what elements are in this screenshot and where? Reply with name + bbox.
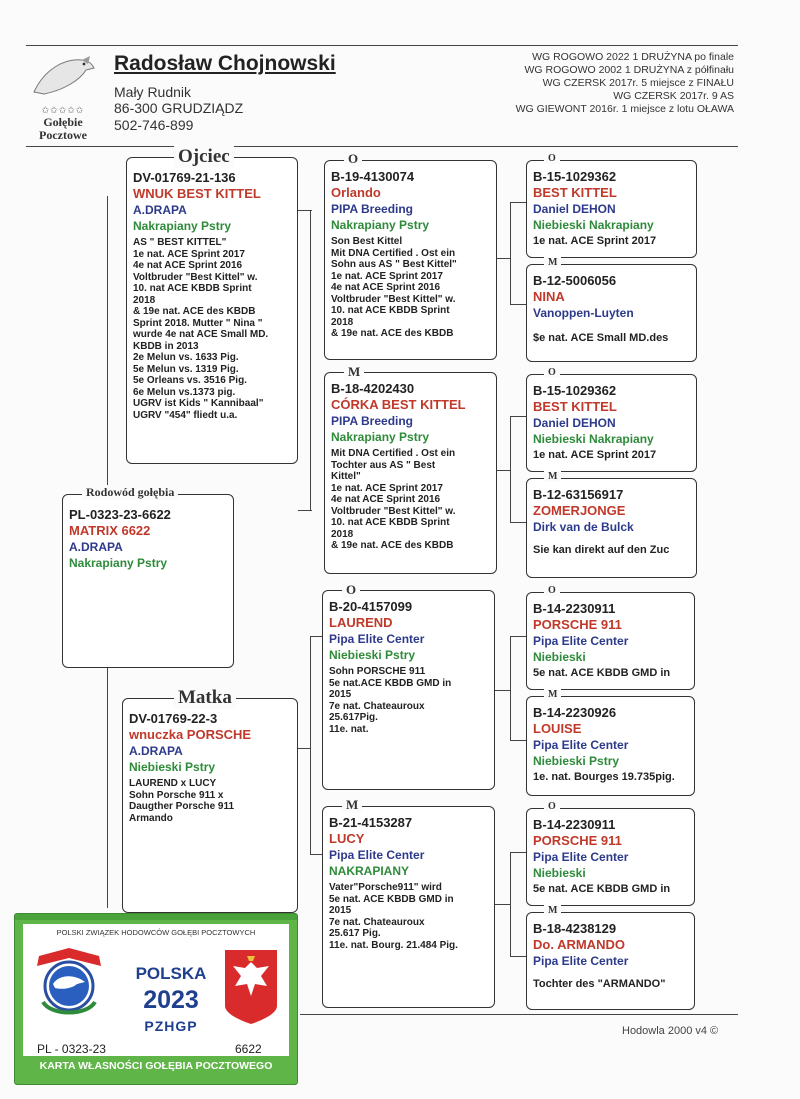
- fmm-name: ZOMERJONGE: [533, 503, 626, 518]
- polish-eagle-icon: [221, 946, 281, 1026]
- mff-name: PORSCHE 911: [533, 617, 622, 632]
- fm-notes: Mit DNA Certified . Ost ein Tochter aus AS " Best Kittel" 1e nat. ACE Sprint 2017 4e nat ACE Sprint 2016 Voltbruder "Best Kittel" w. 10. nat ACE KBDB Sprint 2018 & 19e nat. ACE des KBDB: [331, 448, 456, 551]
- ff-role-label: O: [344, 151, 362, 167]
- fmf-breeder: Daniel DEHON: [533, 416, 616, 430]
- logo-stars: ✩✩✩✩✩: [41, 105, 85, 115]
- card-ring-prefix: PL - 0323-23: [37, 1042, 106, 1056]
- mmm-role-label: M: [544, 905, 561, 916]
- mf-color: Niebieski Pstry: [329, 648, 416, 662]
- connector: [107, 196, 108, 496]
- ff-color: Nakrapiany Pstry: [331, 218, 430, 232]
- ffm-ring: B-12-5006056: [533, 273, 617, 288]
- ffm-notes: $e nat. ACE Small MD.des: [533, 332, 669, 344]
- owner-city: 86-300 GRUDZIĄDZ: [114, 100, 244, 116]
- mf-notes: Sohn PORSCHE 911 5e nat.ACE KBDB GMD in 2015 7e nat. Chateauroux 25.617Pig. 11e. nat.: [329, 666, 452, 735]
- fff-ring: B-15-1029362: [533, 169, 617, 184]
- mmf-notes: 5e nat. ACE KBDB GMD in: [533, 883, 671, 895]
- mff-color: Niebieski: [533, 650, 586, 664]
- fmf-name: BEST KITTEL: [533, 399, 617, 414]
- fmf-role-label: O: [544, 367, 560, 378]
- mff-role-label: O: [544, 585, 560, 596]
- ff-name: Orlando: [331, 185, 381, 200]
- mmf-color: Niebieski: [533, 866, 586, 880]
- ff-breeder: PIPA Breeding: [331, 202, 414, 216]
- father-ring: DV-01769-21-136: [133, 170, 236, 185]
- mmm-breeder: Pipa Elite Center: [533, 954, 629, 968]
- mff-ring: B-14-2230911: [533, 601, 616, 616]
- fm-box: [324, 372, 497, 574]
- logo: [24, 50, 102, 142]
- mfm-breeder: Pipa Elite Center: [533, 738, 629, 752]
- header-bottom-rule: [26, 146, 738, 147]
- fmm-role-label: M: [544, 471, 561, 482]
- ownership-card: [14, 913, 298, 1085]
- card-year: 2023: [143, 986, 199, 1014]
- connector: [510, 304, 526, 305]
- mother-name: wnuczka PORSCHE: [129, 727, 252, 742]
- subject-box: [62, 494, 234, 668]
- result-line: WG CZERSK 2017r. 5 miejsce z FINAŁU: [542, 77, 734, 89]
- card-country: POLSKA: [135, 964, 207, 983]
- mother-breeder: A.DRAPA: [129, 744, 183, 758]
- fmf-box: [526, 374, 697, 472]
- card-abbr: PZHGP: [144, 1018, 198, 1034]
- connector: [298, 748, 310, 749]
- fm-color: Nakrapiany Pstry: [331, 430, 430, 444]
- mmm-ring: B-18-4238129: [533, 921, 617, 936]
- card-panel: [23, 924, 289, 1056]
- father-color: Nakrapiany Pstry: [133, 219, 232, 233]
- fmm-box: [526, 478, 697, 578]
- mother-ring: DV-01769-22-3: [129, 711, 218, 726]
- fff-notes: 1e nat. ACE Sprint 2017: [533, 235, 657, 247]
- card-footer: KARTA WŁASNOŚCI GOŁĘBIA POCZTOWEGO: [39, 1060, 273, 1072]
- mff-breeder: Pipa Elite Center: [533, 634, 629, 648]
- connector: [497, 258, 510, 259]
- mfm-role-label: M: [544, 689, 561, 700]
- mother-color: Niebieski Pstry: [129, 760, 216, 774]
- owner-phone: 502-746-899: [114, 117, 194, 133]
- connector: [298, 510, 312, 511]
- mf-box: [322, 590, 495, 790]
- connector: [310, 210, 311, 510]
- subject-role-label: Rodowód gołębia: [82, 485, 178, 500]
- fmm-ring: B-12-63156917: [533, 487, 624, 502]
- connector: [310, 636, 311, 854]
- emblem-text: PZHGP: [56, 979, 82, 986]
- mmf-ring: B-14-2230911: [533, 817, 616, 832]
- fmf-notes: 1e nat. ACE Sprint 2017: [533, 449, 657, 461]
- fm-breeder: PIPA Breeding: [331, 414, 414, 428]
- mf-ring: B-20-4157099: [329, 599, 413, 614]
- result-line: WG GIEWONT 2016r. 1 miejsce z lotu OŁAWA: [515, 103, 734, 115]
- result-line: WG ROGOWO 2002 1 DRUŻYNA z półfinału: [524, 64, 734, 76]
- father-name: WNUK BEST KITTEL: [133, 186, 261, 201]
- mm-color: NAKRAPIANY: [329, 864, 410, 878]
- connector: [510, 852, 526, 853]
- result-line: WG CZERSK 2017r. 9 AS: [613, 90, 734, 102]
- mf-breeder: Pipa Elite Center: [329, 632, 425, 646]
- connector: [495, 690, 510, 691]
- mm-notes: Vater"Porsche911" wird 5e nat. ACE KBDB GMD in 2015 7e nat. Chateauroux 25.617 Pig. 11e. nat. Bourg. 21.484 Pig.: [329, 882, 458, 951]
- subject-color: Nakrapiany Pstry: [69, 556, 168, 570]
- mother-box: [122, 698, 298, 913]
- subject-name: MATRIX 6622: [69, 523, 151, 538]
- connector: [510, 416, 511, 522]
- mfm-notes: 1e. nat. Bourges 19.735pig.: [533, 771, 675, 783]
- mfm-name: LOUISE: [533, 721, 582, 736]
- fm-name: CÓRKA BEST KITTEL: [331, 397, 466, 412]
- fm-ring: B-18-4202430: [331, 381, 415, 396]
- ffm-role-label: M: [544, 257, 561, 268]
- fmm-notes: Sie kan direkt auf den Zuc: [533, 544, 670, 556]
- mfm-box: [526, 696, 695, 796]
- ff-notes: Son Best Kittel Mit DNA Certified . Ost ein Sohn aus AS " Best Kittel" 1e nat. ACE Sprint 2017 4e nat ACE Sprint 2016 Voltbruder "Best Kittel" w. 10. nat ACE KBDB Sprint 2018 & 19e nat. ACE des KBDB: [331, 236, 457, 339]
- mmm-name: Do. ARMANDO: [533, 937, 625, 952]
- connector: [495, 904, 510, 905]
- mm-ring: B-21-4153287: [329, 815, 413, 830]
- connector: [510, 956, 526, 957]
- connector: [510, 636, 511, 740]
- fmf-ring: B-15-1029362: [533, 383, 617, 398]
- mmf-box: [526, 808, 695, 906]
- father-box: [126, 157, 298, 464]
- card-top-stripe: [15, 914, 297, 920]
- fff-breeder: Daniel DEHON: [533, 202, 616, 216]
- connector: [298, 210, 312, 211]
- card-ring-number: 6622: [235, 1042, 262, 1056]
- ff-box: [324, 160, 497, 360]
- connector: [510, 522, 526, 523]
- owner-place: Mały Rudnik: [114, 84, 192, 100]
- father-role-label: Ojciec: [174, 146, 234, 168]
- logo-line1: Gołębie: [43, 115, 83, 129]
- mmf-role-label: O: [544, 801, 560, 812]
- mf-role-label: O: [342, 582, 360, 598]
- ff-ring: B-19-4130074: [331, 169, 415, 184]
- fff-box: [526, 160, 697, 258]
- mff-box: [526, 592, 695, 690]
- mmm-notes: Tochter des "ARMANDO": [533, 978, 666, 990]
- logo-line2: Pocztowe: [39, 128, 87, 142]
- connector: [510, 416, 526, 417]
- mmf-name: PORSCHE 911: [533, 833, 622, 848]
- results-list: [434, 51, 734, 116]
- subject-ring: PL-0323-23-6622: [69, 507, 171, 522]
- fmf-color: Niebieski Nakrapiany: [533, 432, 654, 446]
- father-breeder: A.DRAPA: [133, 203, 187, 217]
- subject-breeder: A.DRAPA: [69, 540, 123, 554]
- mother-role-label: Matka: [174, 687, 236, 709]
- fm-role-label: M: [344, 364, 364, 380]
- mm-role-label: M: [342, 797, 362, 813]
- ffm-box: [526, 264, 697, 362]
- connector: [510, 636, 526, 637]
- fff-role-label: O: [544, 153, 560, 164]
- connector: [510, 202, 511, 304]
- fmm-breeder: Dirk van de Bulck: [533, 520, 634, 534]
- connector: [510, 202, 526, 203]
- owner-name: Radosław Chojnowski: [114, 52, 336, 75]
- mm-name: LUCY: [329, 831, 365, 846]
- footer-rule: [300, 1014, 738, 1015]
- software-credit: Hodowla 2000 v4 ©: [622, 1025, 719, 1037]
- connector: [510, 852, 511, 956]
- result-line: WG ROGOWO 2022 1 DRUŻYNA po finale: [532, 51, 734, 63]
- mmf-breeder: Pipa Elite Center: [533, 850, 629, 864]
- ffm-name: NINA: [533, 289, 565, 304]
- mff-notes: 5e nat. ACE KBDB GMD in: [533, 667, 671, 679]
- fff-name: BEST KITTEL: [533, 185, 617, 200]
- connector: [510, 740, 526, 741]
- mfm-ring: B-14-2230926: [533, 705, 617, 720]
- connector: [107, 668, 108, 908]
- pigeon-logo-icon: [24, 50, 102, 100]
- header-top-rule: [26, 45, 738, 46]
- fff-color: Niebieski Nakrapiany: [533, 218, 654, 232]
- mf-name: LAUREND: [329, 615, 393, 630]
- connector: [497, 470, 510, 471]
- card-org: POLSKI ZWIĄZEK HODOWCÓW GOŁĘBI POCZTOWYCH: [56, 928, 256, 937]
- mother-notes: LAUREND x LUCY Sohn Porsche 911 x Daugther Porsche 911 Armando: [129, 778, 235, 824]
- mm-breeder: Pipa Elite Center: [329, 848, 425, 862]
- mmm-box: [526, 912, 695, 1010]
- mfm-color: Niebieski Pstry: [533, 754, 620, 768]
- father-notes: AS " BEST KITTEL" 1e nat. ACE Sprint 2017 4e nat ACE Sprint 2016 Voltbruder "Best Kittel" w. 10. nat ACE KBDB Sprint 2018 & 19e nat. ACE des KBDB Sprint 2018. Mutter " Nina " wurde 4e nat ACE Small MD. KBDB in 2013 2e Melun vs. 1633 Pig. 5e Melun vs. 1319 Pig. 5e Orleans vs. 3516 Pig. 6e Melun vs.1373 pig. UGRV ist Kids " Kannibaal" UGRV "454" fliedt u.a.: [133, 237, 269, 421]
- mm-box: [322, 806, 495, 1008]
- ffm-breeder: Vanoppen-Luyten: [533, 306, 634, 320]
